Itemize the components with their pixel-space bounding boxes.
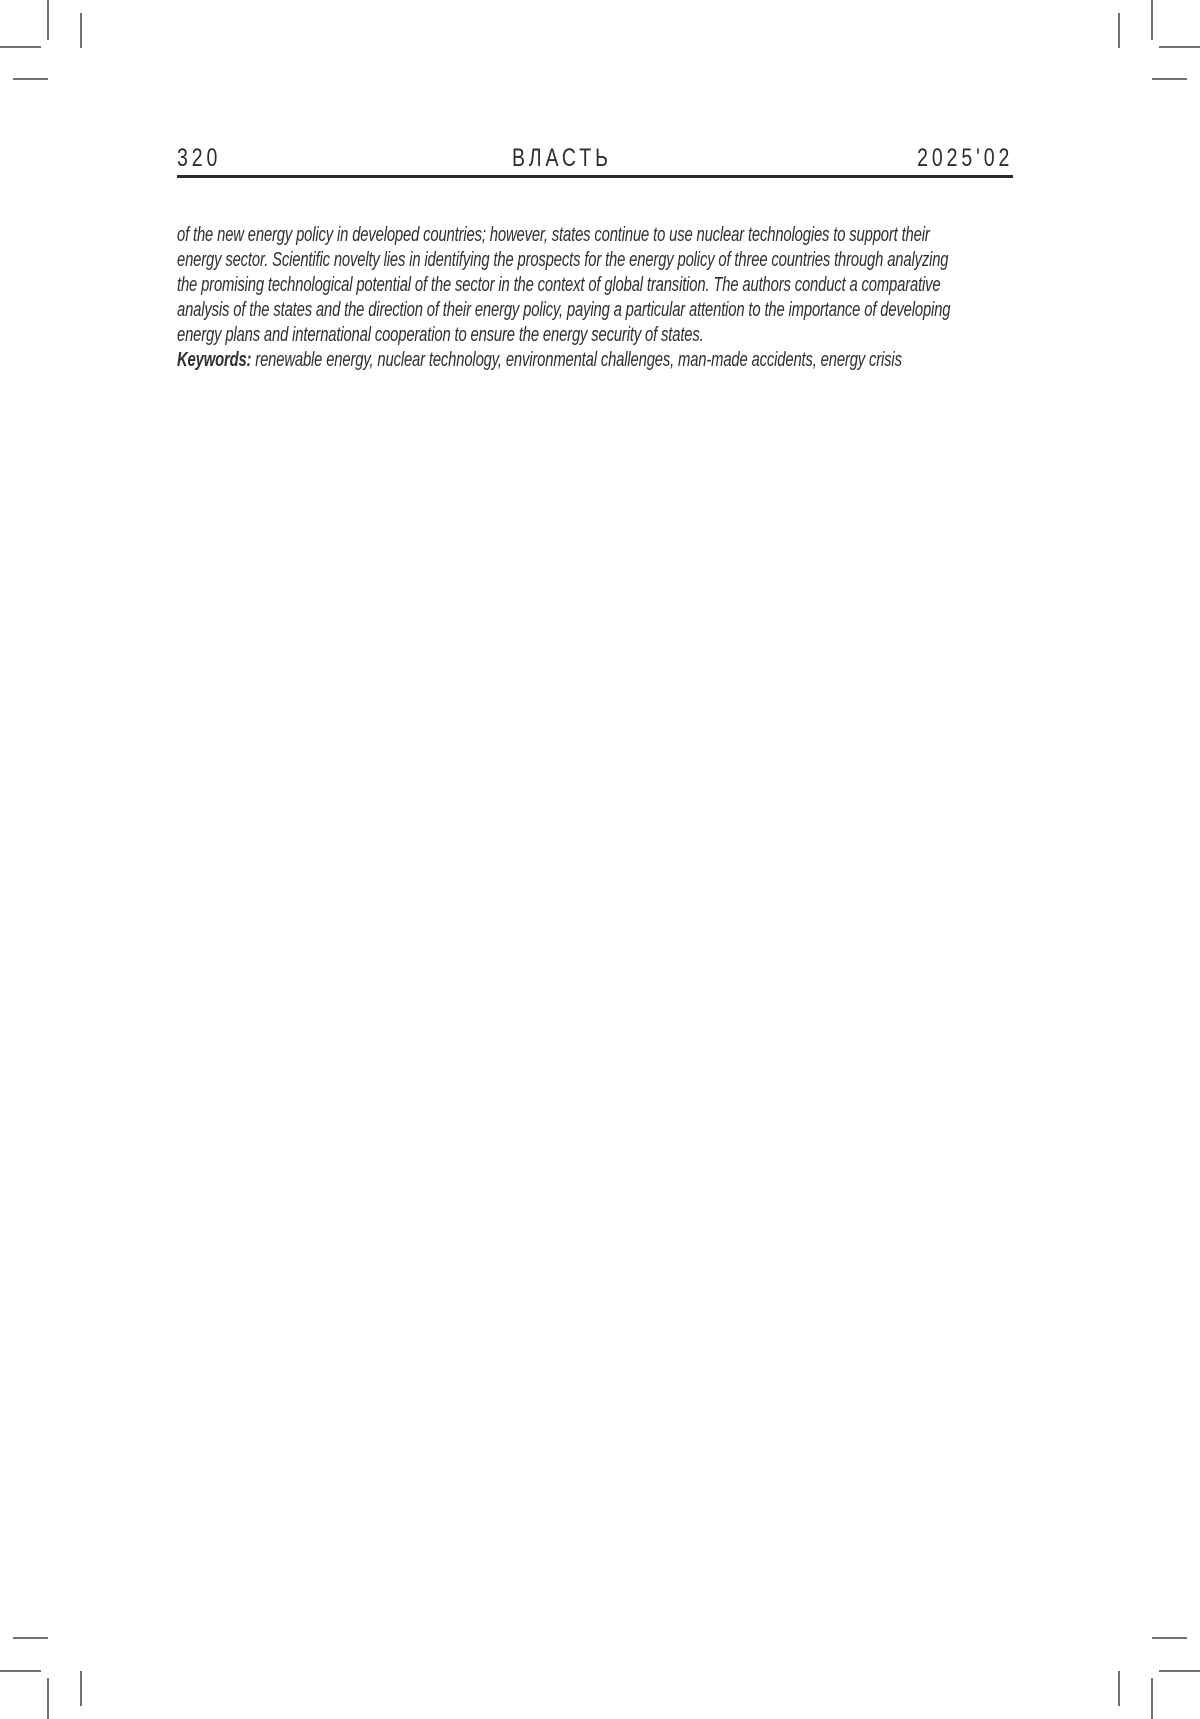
crop-mark: [0, 46, 41, 48]
keywords-line: [177, 348, 902, 373]
crop-mark: [80, 1671, 82, 1706]
issue-number: 2025'02: [916, 144, 1013, 172]
crop-mark: [1159, 46, 1200, 48]
crop-mark: [1159, 1670, 1200, 1672]
abstract-line: energy sector. Scientific novelty lies in identifying the prospects for the energy policy of three countries through analyzing: [177, 249, 949, 271]
abstract-line: energy plans and international cooperation to ensure the energy security of states.: [177, 324, 704, 346]
abstract-line: the promising technological potential of the sector in the context of global transition. The authors conduct a comparative: [177, 274, 941, 296]
crop-mark: [13, 78, 48, 80]
running-head: [177, 144, 1013, 174]
crop-mark: [1151, 0, 1153, 40]
crop-mark: [47, 0, 49, 40]
crop-mark: [1118, 13, 1120, 48]
header-rule: [177, 175, 1013, 178]
keywords-text: renewable energy, nuclear technology, environmental challenges, man-made accidents, energy crisis: [251, 349, 902, 371]
journal-title: ВЛАСТЬ: [511, 144, 612, 172]
crop-mark: [1152, 78, 1187, 80]
crop-mark: [1152, 1637, 1187, 1639]
abstract-line: of the new energy policy in developed countries; however, states continue to use nuclear technologies to support their: [177, 224, 930, 246]
crop-mark: [80, 13, 82, 48]
abstract-text: [177, 223, 951, 373]
crop-mark: [13, 1637, 48, 1639]
keywords-label: Keywords:: [177, 349, 252, 371]
abstract-line: analysis of the states and the direction of their energy policy, paying a particular attention to the importance of developing: [177, 299, 951, 321]
crop-mark: [1151, 1678, 1153, 1719]
crop-mark: [47, 1678, 49, 1719]
page-number: 320: [177, 144, 222, 172]
crop-mark: [1118, 1671, 1120, 1706]
crop-mark: [0, 1670, 41, 1672]
